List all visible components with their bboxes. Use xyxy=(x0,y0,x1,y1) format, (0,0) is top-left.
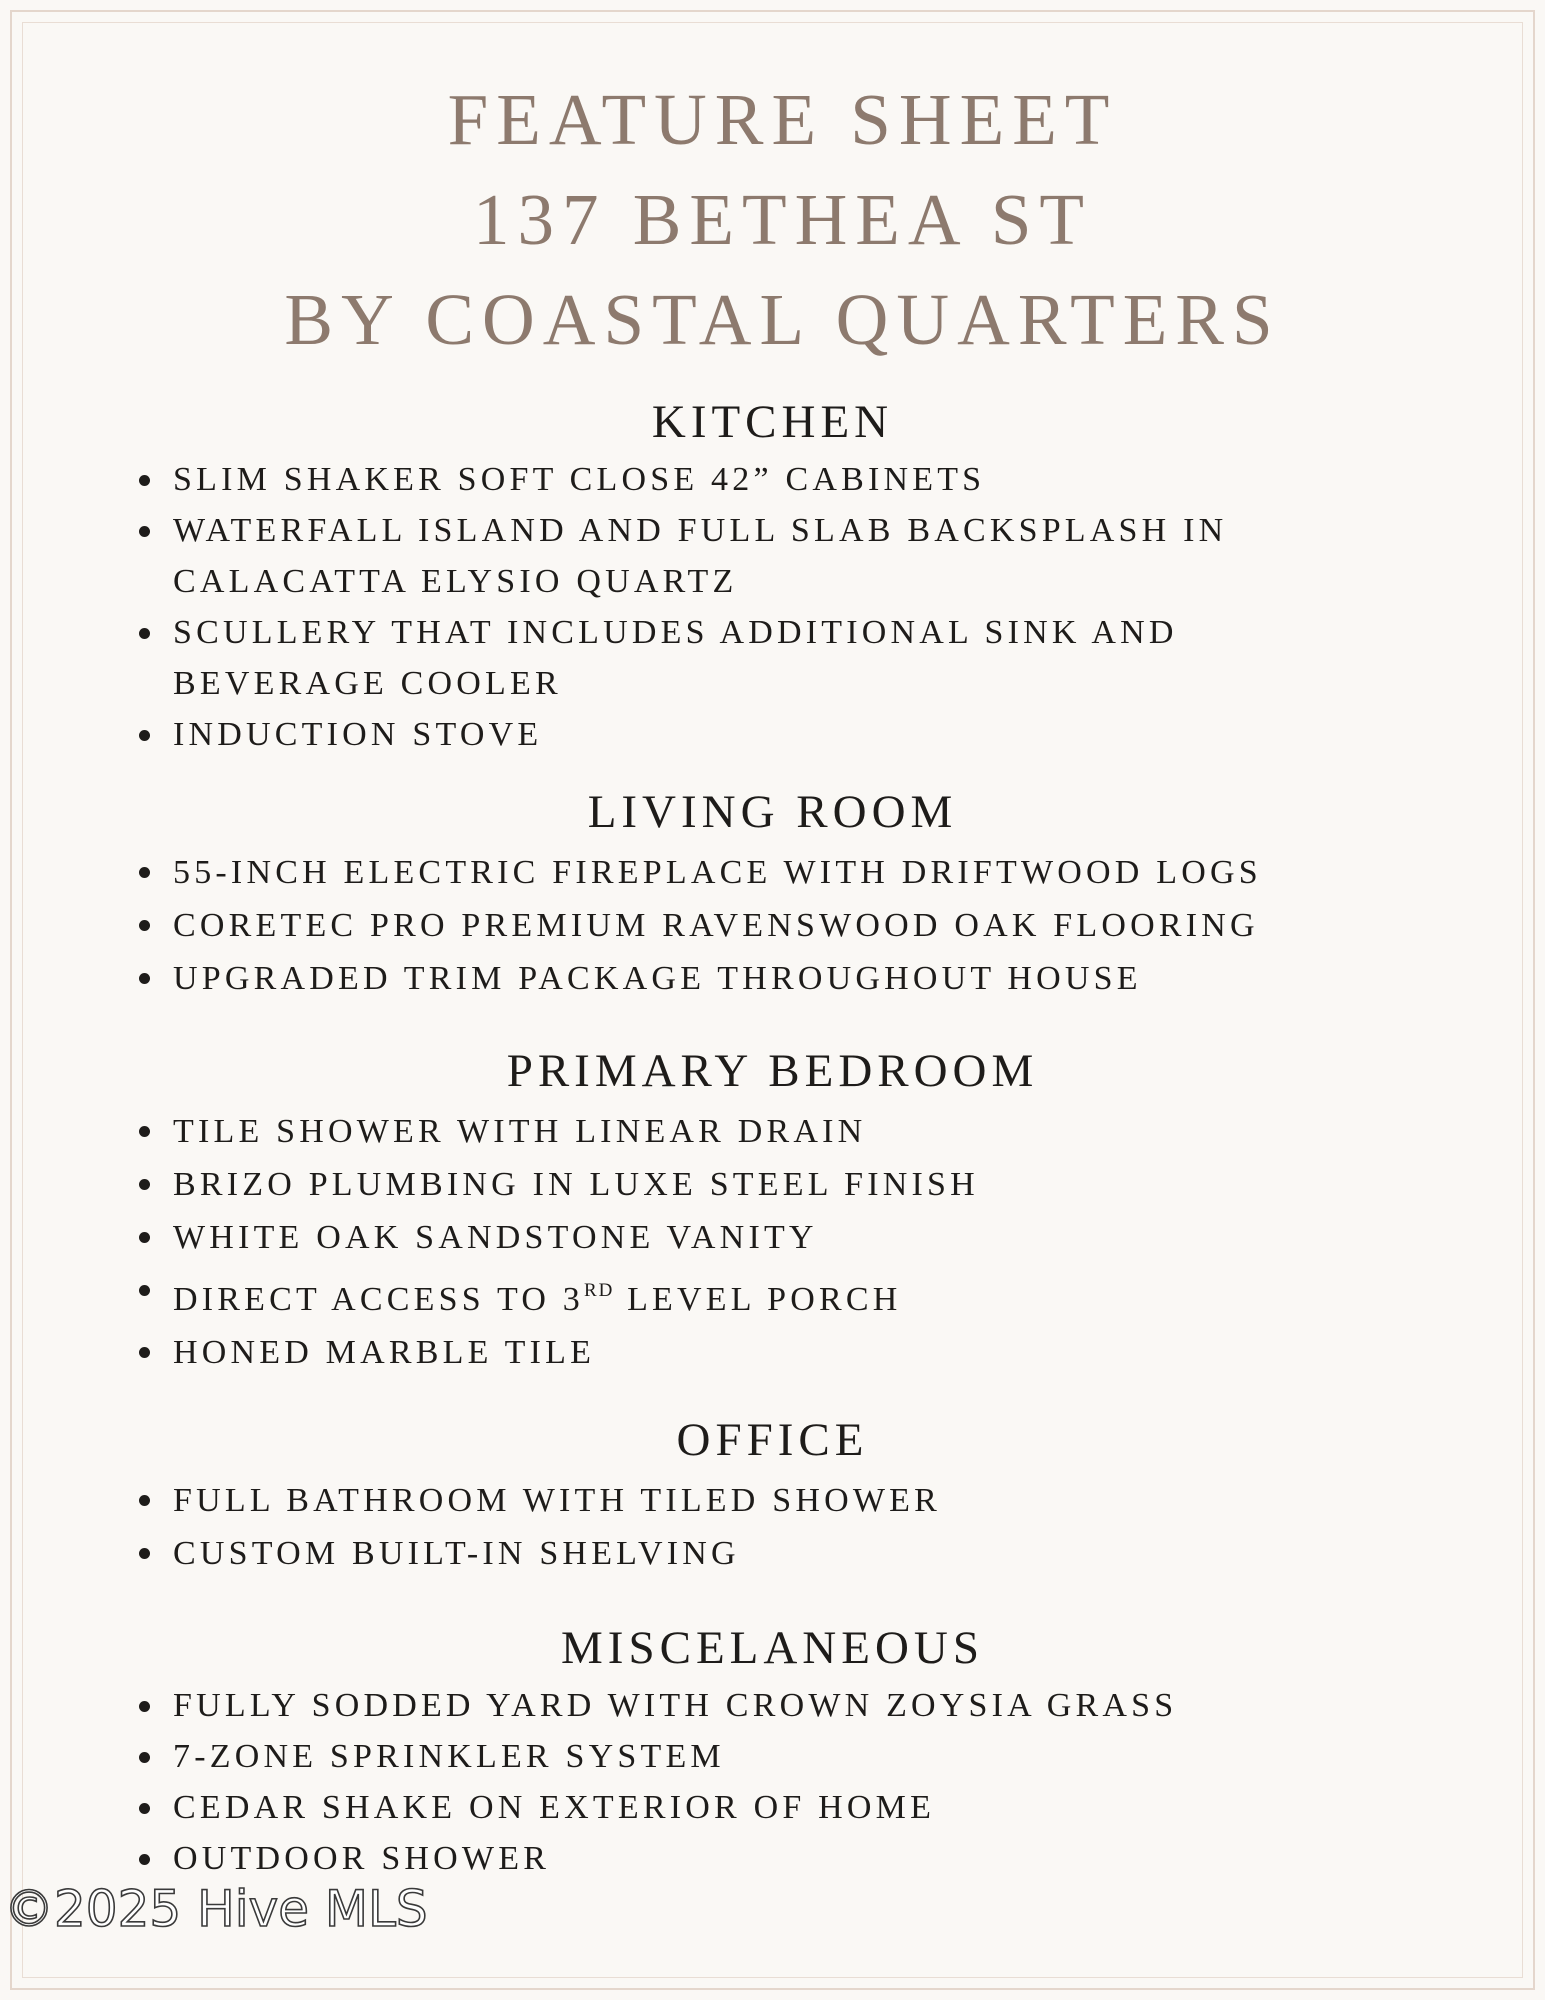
kitchen-feature-list xyxy=(0,454,1545,760)
bullet-icon xyxy=(139,1126,150,1137)
list-item: FULLY SODDED YARD WITH CROWN ZOYSIA GRASS xyxy=(0,1680,1373,1731)
bullet-icon xyxy=(139,1854,150,1865)
section-kitchen xyxy=(0,394,1545,760)
bullet-icon xyxy=(139,1495,150,1506)
section-heading-kitchen: KITCHEN xyxy=(651,396,894,448)
list-item: CORETEC PRO PREMIUM RAVENSWOOD OAK FLOORING xyxy=(0,899,1373,952)
office-feature-list xyxy=(0,1474,1545,1580)
section-heading-miscellaneous: MISCELANEOUS xyxy=(561,1622,984,1674)
bullet-icon xyxy=(139,867,150,878)
list-item: DIRECT ACCESS TO 3RD LEVEL PORCH xyxy=(0,1264,1373,1326)
list-item: UPGRADED TRIM PACKAGE THROUGHOUT HOUSE xyxy=(0,952,1373,1005)
bullet-icon xyxy=(139,1803,150,1814)
bullet-icon xyxy=(139,475,150,486)
bullet-icon xyxy=(139,1701,150,1712)
page-title xyxy=(0,70,1545,370)
bullet-icon xyxy=(139,920,150,931)
miscellaneous-feature-list xyxy=(0,1680,1545,1884)
bullet-icon xyxy=(139,1752,150,1763)
section-heading-office: OFFICE xyxy=(676,1414,869,1466)
title-line-builder: BY COASTAL QUARTERS xyxy=(284,279,1281,360)
bullet-icon xyxy=(139,1347,150,1358)
list-item: TILE SHOWER WITH LINEAR DRAIN xyxy=(0,1105,1373,1158)
list-item: 55-INCH ELECTRIC FIREPLACE WITH DRIFTWOOD LOGS xyxy=(0,846,1373,899)
list-item: HONED MARBLE TILE xyxy=(0,1326,1373,1379)
bullet-icon xyxy=(139,1179,150,1190)
list-item-continuation: BEVERAGE COOLER xyxy=(173,665,562,702)
ordinal-superscript: RD xyxy=(583,1280,615,1301)
living-room-feature-list xyxy=(0,846,1545,1005)
list-item: CUSTOM BUILT-IN SHELVING xyxy=(0,1527,1373,1580)
bullet-icon xyxy=(139,973,150,984)
list-item-continuation: CALACATTA ELYSIO QUARTZ xyxy=(173,563,738,600)
list-item: FULL BATHROOM WITH TILED SHOWER xyxy=(0,1474,1373,1527)
list-item: WHITE OAK SANDSTONE VANITY xyxy=(0,1211,1373,1264)
bullet-icon xyxy=(139,1548,150,1559)
bullet-icon xyxy=(139,628,150,639)
section-office xyxy=(0,1412,1545,1580)
list-item: INDUCTION STOVE xyxy=(0,709,1373,760)
copyright-watermark: ©2025 Hive MLS xyxy=(4,1880,428,1938)
section-primary-bedroom xyxy=(0,1043,1545,1379)
list-item: BRIZO PLUMBING IN LUXE STEEL FINISH xyxy=(0,1158,1373,1211)
title-line-address: 137 BETHEA ST xyxy=(472,179,1093,260)
list-item: SLIM SHAKER SOFT CLOSE 42” CABINETS xyxy=(0,454,1373,505)
section-heading-primary-bedroom: PRIMARY BEDROOM xyxy=(506,1045,1039,1097)
bullet-icon xyxy=(139,730,150,741)
list-item: SCULLERY THAT INCLUDES ADDITIONAL SINK AND xyxy=(0,607,1373,658)
title-line-feature-sheet: FEATURE SHEET xyxy=(447,79,1118,160)
bullet-icon xyxy=(139,526,150,537)
list-item: OUTDOOR SHOWER xyxy=(0,1833,1373,1884)
list-item: WATERFALL ISLAND AND FULL SLAB BACKSPLASH IN xyxy=(0,505,1373,556)
section-heading-living-room: LIVING ROOM xyxy=(587,786,958,838)
section-living-room xyxy=(0,784,1545,1005)
bullet-icon xyxy=(139,1285,150,1296)
primary-bedroom-feature-list xyxy=(0,1105,1545,1379)
bullet-icon xyxy=(139,1232,150,1243)
list-item: CEDAR SHAKE ON EXTERIOR OF HOME xyxy=(0,1782,1373,1833)
section-miscellaneous xyxy=(0,1620,1545,1884)
list-item: 7-ZONE SPRINKLER SYSTEM xyxy=(0,1731,1373,1782)
